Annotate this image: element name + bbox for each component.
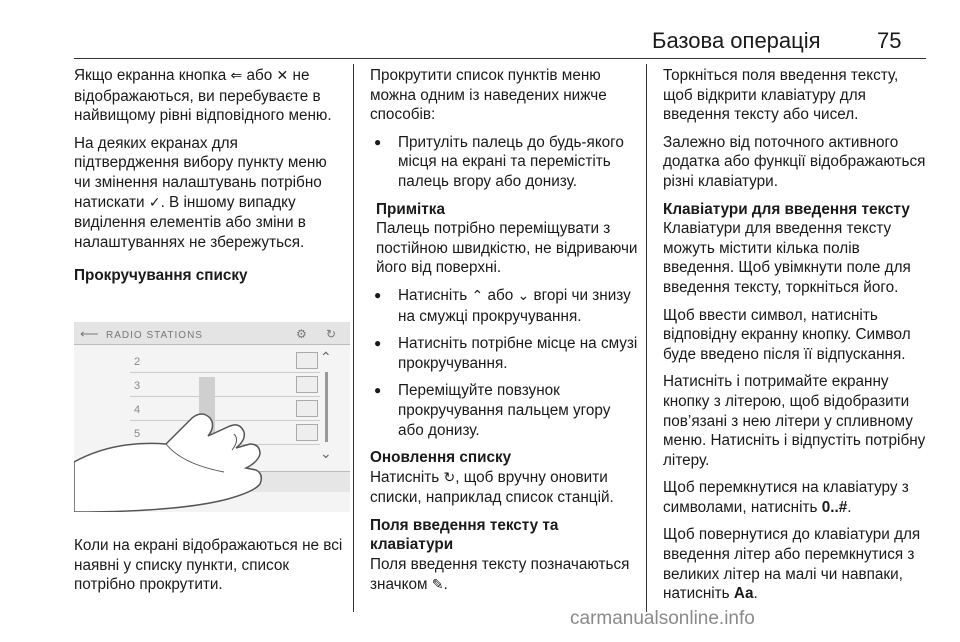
text: .: [753, 585, 758, 603]
text: . В іншому випадку виділення елементів або зміни в налаштуваннях не збережуться.: [74, 193, 306, 251]
scroll-methods-list-2: [370, 286, 638, 440]
page-number: 75: [877, 28, 902, 53]
text: Якщо екранна кнопка: [74, 67, 231, 84]
paragraph-confirm: [74, 134, 346, 253]
heading-text-keyboards: Клавіатури для введення тексту: [663, 200, 910, 218]
scroll-illustration: [74, 322, 350, 512]
screen-title: RADIO STATIONS: [106, 329, 203, 341]
settings-icon: ⚙: [296, 326, 307, 341]
column-divider-1: [353, 64, 354, 612]
note-box: [370, 200, 638, 278]
check-icon: ✓: [148, 194, 161, 211]
note-text: Палець потрібно переміщувати з постійною швидкістю, не відриваючи його від поверхні.: [376, 220, 638, 277]
text: На деяких екранах для підтвердження вибору пункту меню чи змінення налаштувань потрібно натискати: [74, 134, 327, 211]
paragraph-back-close: [74, 66, 346, 126]
text: Поля введення тексту позначаються значком: [370, 556, 630, 593]
note-title: Примітка: [376, 200, 445, 218]
header-title: Базова операція: [652, 28, 821, 53]
chevron-down-icon: ⌄: [320, 444, 332, 461]
column-1: [74, 66, 346, 603]
text: не відображаються, ви перебуваєте в найвищому рівні відповідного меню.: [74, 67, 332, 125]
chevron-down-icon: ⌄: [517, 287, 530, 304]
heading-refresh-list: Оновлення списку: [370, 449, 512, 467]
paragraph-open-keyboard: Торкніться поля введення тексту, щоб відкрити клавіатуру для введення тексту або чисел.: [663, 67, 899, 124]
paragraph-letters: [663, 525, 929, 603]
paragraph-scroll-needed: Коли на екрані відображаються не всі наявні у списку пункти, список потрібно прокрутити.: [74, 536, 343, 594]
heading-text-fields: Поля введення тексту та клавіатури: [370, 516, 559, 554]
scroll-methods-list-1: [370, 133, 638, 192]
back-arrow-icon: ⇐: [230, 68, 243, 84]
paragraph-symbols: [663, 478, 929, 517]
watermark: carmanualsonline.info: [570, 608, 755, 629]
text: Щоб повернутися до клавіатури для введення літер або перемкнутися з великих літер на малі чи навпаки, натисніть: [663, 526, 921, 603]
refresh-icon: ↻: [326, 326, 337, 341]
hand-illustration: [74, 322, 350, 512]
row-number: 2: [134, 355, 141, 368]
text: .: [443, 575, 448, 593]
text: , щоб вручну оновити списки, наприклад список станцій.: [370, 468, 614, 507]
paragraph-input-fields: Клавіатури для введення тексту можуть містити кілька полів введення. Щоб увімкнути поле для введення тексту, торкніться його.: [663, 220, 911, 296]
column-divider-2: [646, 64, 647, 612]
text: вгорі чи знизу на смужці прокручування.: [398, 286, 631, 325]
case-key-label: Aa: [733, 585, 754, 603]
list-item: ● Переміщуйте повзунок прокручування пальцем угору або донизу.: [370, 381, 638, 440]
refresh-icon: ↻: [443, 469, 456, 486]
row-number: 5: [134, 427, 141, 440]
paragraph-text-fields: [370, 555, 638, 595]
text: Щоб перемкнутися на клавіатуру з символами, натисніть: [663, 479, 909, 516]
list-item: ● Притуліть палець до будь-якого місця на екрані та перемістіть палець вгору або донизу.: [370, 133, 638, 192]
text: або: [483, 286, 518, 304]
text: або: [242, 67, 277, 84]
text: Натисніть: [398, 286, 472, 304]
text: .: [847, 498, 852, 516]
header-rule: [74, 58, 926, 59]
list-item: ● Натисніть потрібне місце на смузі прокручування.: [370, 334, 638, 373]
paragraph-intro: Прокрутити список пунктів меню можна одним із наведених нижче способів:: [370, 67, 607, 124]
column-2: [370, 66, 638, 603]
chevron-up-icon: ⌃: [320, 348, 332, 365]
back-arrow-icon: ⟵: [80, 325, 99, 341]
text: Натисніть: [370, 468, 444, 486]
heading-scroll-list: Прокручування списку: [74, 267, 248, 285]
column-3: [663, 66, 929, 612]
paragraph-keyboard-types: Залежно від поточного активного додатка або функції відображаються різні клавіатури.: [663, 133, 926, 190]
close-icon: ✕: [276, 68, 289, 84]
pencil-icon: ✎: [431, 576, 444, 593]
paragraph-refresh: [370, 468, 638, 508]
symbols-key-label: 0..#: [821, 498, 848, 516]
paragraph-enter-char: Щоб ввести символ, натисніть відповідну екранну кнопку. Символ буде введено після її відпускання.: [663, 306, 911, 363]
chevron-up-icon: ⌃: [471, 287, 484, 304]
list-item: [370, 286, 638, 326]
row-number: 4: [134, 403, 141, 416]
row-number: 3: [134, 379, 141, 392]
paragraph-hold-letter: Натисніть і потримайте екранну кнопку з літерою, щоб відобразити пов’язані з нею літери у спливному меню. Натисніть і відпустіть потрібну літеру.: [663, 373, 926, 469]
